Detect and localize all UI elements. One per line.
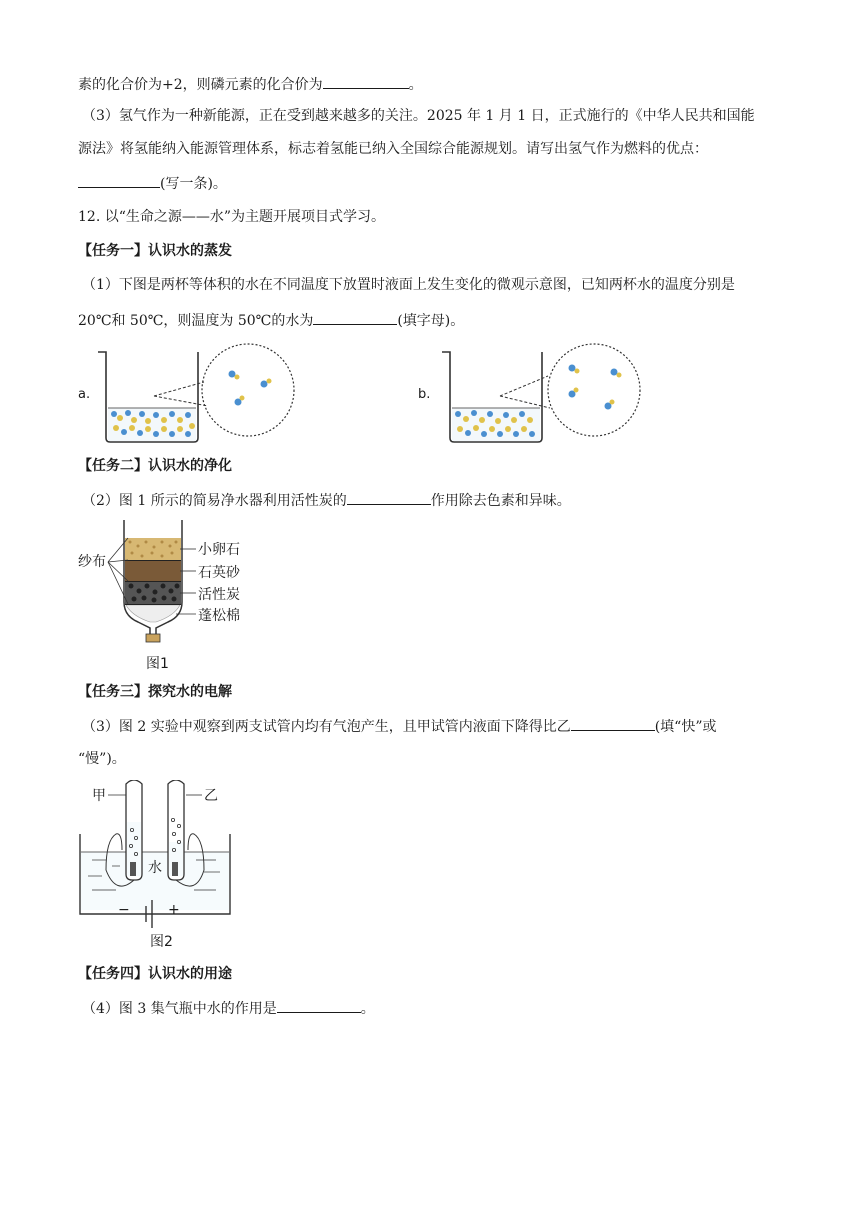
q11-line1 <box>78 74 423 95</box>
battery-plus: + <box>168 902 180 918</box>
answer-blank[interactable] <box>347 490 431 505</box>
q11-p3-line3 <box>78 173 227 194</box>
q12-3-end: (填“快”或 <box>654 719 717 735</box>
q12-2-line <box>82 490 571 511</box>
q12-4-text: （4）图 3 集气瓶中水的作用是 <box>82 1001 277 1017</box>
label-quartz: 石英砂 <box>198 565 240 581</box>
figure-2-caption: 图2 <box>150 934 173 950</box>
answer-blank[interactable] <box>277 998 361 1013</box>
label-b: b. <box>418 387 431 402</box>
q12-2-text: （2）图 1 所示的简易净水器利用活性炭的 <box>82 493 347 509</box>
q12-1-line1: （1）下图是两杯等体积的水在不同温度下放置时液面上发生变化的微观示意图，已知两杯水的温度分别是 <box>82 277 735 293</box>
figure-1-purifier <box>76 516 276 678</box>
q12-4-line <box>82 998 375 1019</box>
answer-blank[interactable] <box>313 310 397 325</box>
figure-1-caption: 图1 <box>146 656 169 672</box>
task4-heading: 【任务四】认识水的用途 <box>78 966 232 982</box>
q12-1-line2 <box>78 310 464 331</box>
label-carbon: 活性炭 <box>198 587 240 603</box>
label-cotton: 蓬松棉 <box>198 608 240 624</box>
figure-2-electrolysis <box>76 780 246 956</box>
q11-line1-end: 。 <box>408 77 423 93</box>
label-gauze: 纱布 <box>78 554 106 570</box>
beaker-figure-a <box>76 340 306 454</box>
free-molecules-b <box>569 365 622 410</box>
beaker-b-diagram <box>414 340 644 450</box>
answer-blank[interactable] <box>323 74 409 89</box>
answer-blank[interactable] <box>571 716 655 731</box>
purifier-diagram <box>76 516 276 674</box>
q12-4-end: 。 <box>360 1001 375 1017</box>
label-water: 水 <box>148 860 162 876</box>
q11-line1-text: 素的化合价为+2，则磷元素的化合价为 <box>78 77 323 93</box>
q11-p3-line1: （3）氢气作为一种新能源，正在受到越来越多的关注。2025 年 1 月 1 日，正式施行的《中华人民共和国能 <box>82 108 755 124</box>
task2-heading: 【任务二】认识水的净化 <box>78 458 232 474</box>
beaker-figure-b <box>414 340 644 454</box>
q12-1-line2-text: 20℃和 50℃，则温度为 50℃的水为 <box>78 313 314 329</box>
task1-heading: 【任务一】认识水的蒸发 <box>78 243 232 259</box>
label-pebbles: 小卵石 <box>198 542 240 558</box>
label-yi: 乙 <box>204 788 218 804</box>
free-molecules-a <box>229 371 272 406</box>
q12-3-line2: “慢”)。 <box>78 751 126 767</box>
q12-3-text: （3）图 2 实验中观察到两支试管内均有气泡产生，且甲试管内液面下降得比乙 <box>82 719 571 735</box>
label-a: a. <box>78 387 91 402</box>
q12-3-line1 <box>82 716 717 737</box>
q12-2-end: 作用除去色素和异味。 <box>430 493 571 509</box>
electrolysis-diagram <box>76 780 246 952</box>
answer-blank[interactable] <box>78 173 160 188</box>
q11-p3-line3-text: (写一条)。 <box>160 176 227 192</box>
task3-heading: 【任务三】探究水的电解 <box>78 684 232 700</box>
q12-1-line2-end: (填字母)。 <box>397 313 465 329</box>
beaker-a-diagram <box>76 340 306 450</box>
q12-title: 12. 以“生命之源——水”为主题开展项目式学习。 <box>78 209 386 225</box>
label-jia: 甲 <box>92 788 106 804</box>
battery-minus: − <box>118 902 130 918</box>
q11-p3-line2: 源法》将氢能纳入能源管理体系，标志着氢能已纳入全国综合能源规划。请写出氢气作为燃料的优点： <box>78 141 708 157</box>
